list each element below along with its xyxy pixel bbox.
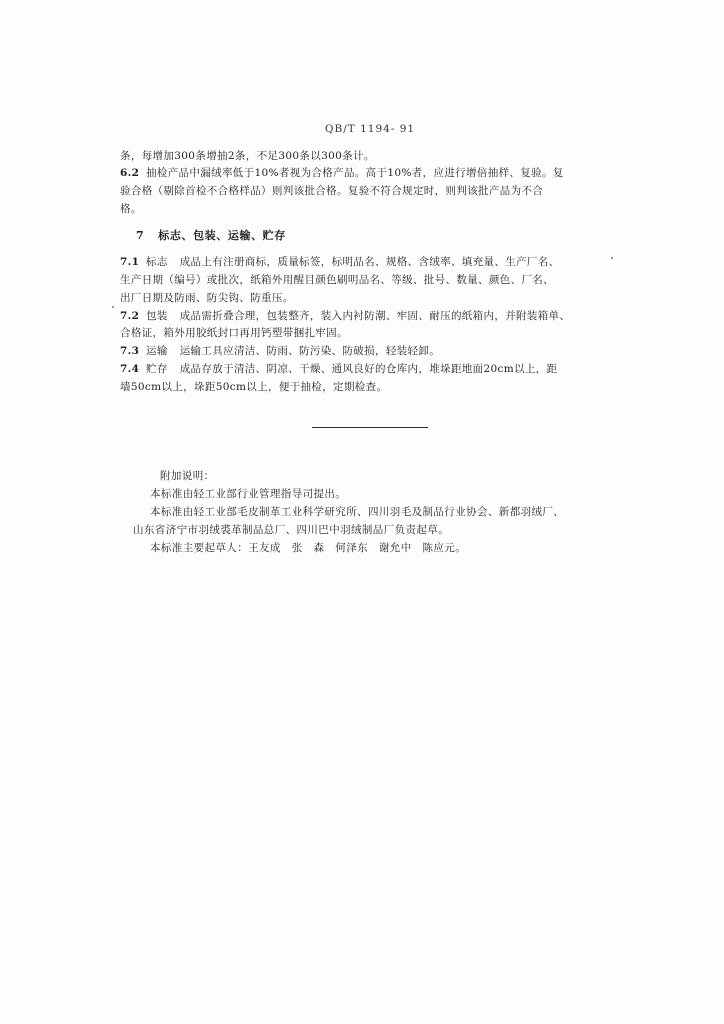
section-text: 成品上有注册商标，质量标签，标明品名、规格、含绒率、填充量、生产厂名、 — [179, 256, 560, 268]
section-text: 运输工具应清洁、防雨、防污染、防破损，轻装轻卸。 — [179, 345, 441, 357]
section-7-heading — [136, 229, 286, 243]
appendix-line: 本标准主要起草人：王友成 张 森 何泽东 谢允中 陈应元。 — [150, 542, 467, 554]
section-number: 7 — [136, 229, 145, 242]
section-7-2-line-1 — [120, 309, 570, 323]
appendix-line: 山东省济宁市羽绒裘革制品总厂、四川巴中羽绒制品厂负责起草。 — [133, 524, 450, 536]
section-7-4-line-2: 墙50cm以上，垛距50cm以上，便于抽检，定期检查。 — [120, 381, 388, 393]
section-number: 7.4 — [120, 363, 140, 375]
appendix-line: 本标准由轻工业部毛皮制革工业科学研究所、四川羽毛及制品行业协会、新都羽绒厂、 — [150, 506, 565, 518]
section-6-2-line-1 — [120, 166, 564, 180]
section-6-2-line-3: 格。 — [120, 203, 142, 215]
section-title: 运输 — [146, 345, 168, 357]
section-number: 7.1 — [120, 256, 140, 268]
section-7-4-line-1 — [120, 362, 558, 376]
section-number: 6.2 — [120, 167, 140, 179]
section-7-1-line-1 — [120, 255, 559, 269]
section-title: 标志、包装、运输、贮存 — [158, 229, 286, 242]
section-text: 抽检产品中漏绒率低于10%者视为合格产品。高于10%者，应进行增倍抽样、复验。复 — [146, 167, 564, 179]
section-text: 成品需折叠合理，包装整齐，装入内衬防潮、牢固、耐压的纸箱内，并附装箱单、 — [179, 310, 571, 322]
section-title: 贮存 — [146, 363, 168, 375]
appendix-title: 附加说明： — [160, 470, 215, 482]
section-7-1-line-3: 出厂日期及防雨、防尖钩、防重压。 — [120, 292, 294, 304]
section-7-1-line-2: 生产日期（编号）或批次，纸箱外用醒目颜色刷明品名、等级、批号、数量、颜色、厂名、 — [120, 274, 554, 286]
scan-speck — [611, 257, 613, 259]
appendix-line: 本标准由轻工业部行业管理指导司提出。 — [150, 488, 347, 500]
section-7-3-line-1 — [120, 344, 440, 358]
scan-speck — [112, 306, 114, 308]
section-7-2-line-2: 合格证，箱外用胶纸封口再用钙塑带捆扎牢固。 — [120, 327, 348, 339]
body-line: 条，每增加300条增抽2条，不足300条以300条计。 — [120, 150, 375, 162]
section-title: 包装 — [146, 310, 168, 322]
section-number: 7.3 — [120, 345, 140, 357]
end-rule-divider — [312, 427, 428, 428]
section-title: 标志 — [146, 256, 168, 268]
section-6-2-line-2: 验合格（剔除首检不合格样品）则判该批合格。复验不符合规定时，则判该批产品为不合 — [120, 185, 544, 197]
page-header-standard-number: QB/T 1194- 91 — [324, 123, 416, 135]
section-text: 成品存放于清洁、阴凉、干燥、通风良好的仓库内，堆垛距地面20cm以上，距 — [179, 363, 558, 375]
section-number: 7.2 — [120, 310, 140, 322]
